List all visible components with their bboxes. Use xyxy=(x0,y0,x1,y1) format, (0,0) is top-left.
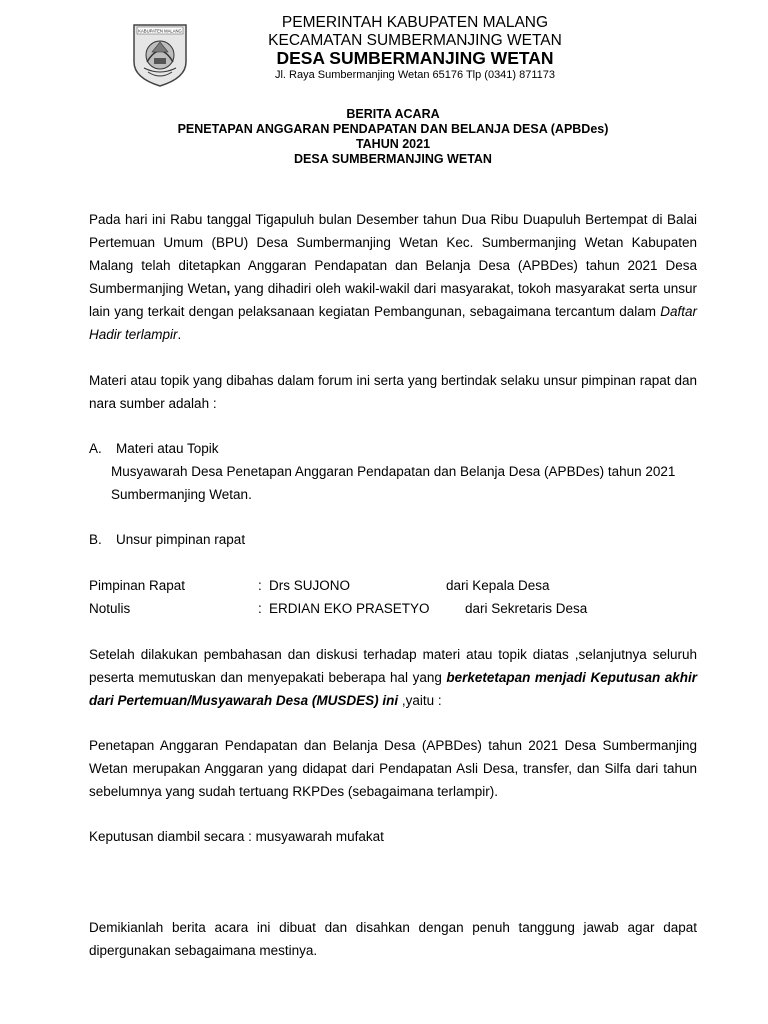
intro-text-continued: yang dihadiri oleh wakil-wakil dari masyarakat, tokoh masyarakat serta unsur lain yang terkait dengan pelaksanaan kegiatan Pembangunan, sebagaimana tercantum dalam xyxy=(89,281,697,319)
document-year: TAHUN 2021 xyxy=(355,137,431,151)
logo-banner-text: KABUPATEN MALANG xyxy=(138,28,182,34)
decision-method: Keputusan diambil secara : musyawarah mufakat xyxy=(89,829,384,844)
discussion-emphasis: berketetapan menjadi Keputusan akhir dari Pertemuan/Musyawarah Desa (MUSDES) ini xyxy=(89,670,697,708)
topics-intro-paragraph: Materi atau topik yang dibahas dalam forum ini serta yang bertindak selaku unsur pimpinan rapat dan nara sumber adalah : xyxy=(89,373,697,411)
document-title: BERITA ACARA xyxy=(346,107,440,121)
letterhead-address: Jl. Raya Sumbermanjing Wetan 65176 Tlp (0341) 871173 xyxy=(274,69,556,81)
intro-period: . xyxy=(177,327,182,342)
official-colon: : xyxy=(258,578,262,593)
official-name: ERDIAN EKO PRASETYO xyxy=(269,601,430,616)
intro-attendance-reference: Daftar Hadir terlampir xyxy=(89,304,697,342)
section-a-topic-line1: Musyawarah Desa Penetapan Anggaran Pendapatan dan Belanja Desa (APBDes) tahun 2021 xyxy=(111,464,676,479)
section-b-marker: B. xyxy=(89,532,102,547)
section-a-marker: A. xyxy=(89,441,102,456)
official-origin: dari Kepala Desa xyxy=(446,578,550,593)
decision-paragraph: Penetapan Anggaran Pendapatan dan Belanja Desa (APBDes) tahun 2021 Desa Sumbermanjing Wetan merupakan Anggaran yang didapat dari Pendapatan Asli Desa, transfer, dan Silfa dari tahun sebelumnya yang sudah tertuang RKPDes (sebagaimana terlampir). xyxy=(89,738,697,799)
section-a-topic-line2: Sumbermanjing Wetan. xyxy=(111,487,252,502)
official-origin: dari Sekretaris Desa xyxy=(465,601,588,616)
discussion-end: ,yaitu : xyxy=(398,693,442,708)
intro-text: Pada hari ini Rabu tanggal Tigapuluh bulan Desember tahun Dua Ribu Duapuluh Bertempat di Balai Pertemuan Umum (BPU) Desa Sumbermanjing Wetan Kec. Sumbermanjing Wetan Kabupaten Malang telah ditetapkan Anggaran Pendapatan dan Belanja Desa (APBDes) tahun 2021 Desa Sumbermanjing Wetan xyxy=(89,212,697,296)
official-role: Pimpinan Rapat xyxy=(89,578,186,593)
letterhead-district: KECAMATAN SUMBERMANJING WETAN xyxy=(268,32,562,49)
section-a-heading: Materi atau Topik xyxy=(116,441,219,456)
official-role: Notulis xyxy=(89,601,131,616)
discussion-text: Setelah dilakukan pembahasan dan diskusi terhadap materi atau topik diatas ,selanjutnya seluruh peserta memutuskan dan menyepakati beberapa hal yang xyxy=(89,647,697,685)
official-colon: : xyxy=(258,601,262,616)
official-name: Drs SUJONO xyxy=(269,578,350,593)
letterhead-village: DESA SUMBERMANJING WETAN xyxy=(276,48,554,68)
discussion-paragraph xyxy=(89,643,697,712)
regency-coat-of-arms-logo xyxy=(130,22,190,88)
letterhead-government: PEMERINTAH KABUPATEN MALANG xyxy=(281,14,549,31)
closing-paragraph: Demikianlah berita acara ini dibuat dan disahkan dengan penuh tanggung jawab agar dapat dipergunakan sebagaimana mestinya. xyxy=(89,920,697,958)
document-subtitle: PENETAPAN ANGGARAN PENDAPATAN DAN BELANJA DESA (APBDes) xyxy=(177,122,609,136)
section-b-heading: Unsur pimpinan rapat xyxy=(116,532,246,547)
document-village: DESA SUMBERMANJING WETAN xyxy=(294,152,492,166)
intro-comma: , xyxy=(226,281,231,296)
intro-paragraph xyxy=(89,208,697,346)
